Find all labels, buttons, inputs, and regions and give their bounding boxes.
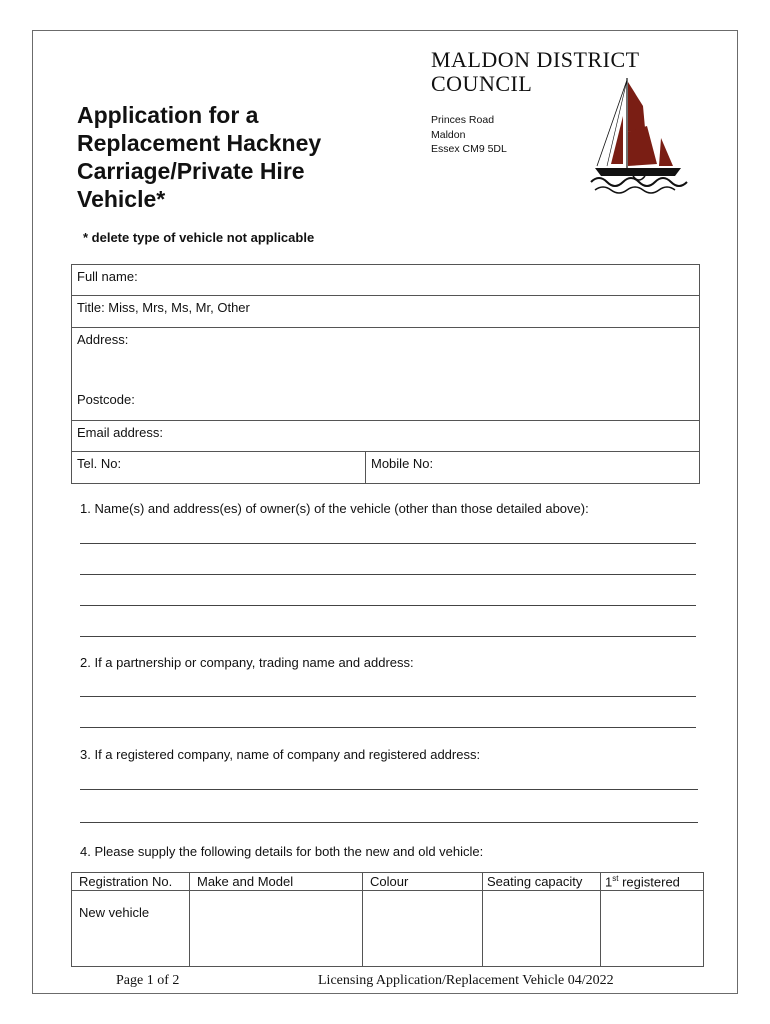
answer-line[interactable]: [80, 574, 696, 575]
col-seating-capacity: Seating capacity: [483, 873, 601, 891]
tel-label: Tel. No:: [77, 456, 122, 471]
question-4: 4. Please supply the following details for both the new and old vehicle:: [80, 844, 484, 859]
title-line-4: Vehicle*: [77, 186, 166, 212]
answer-line[interactable]: [80, 696, 696, 697]
address-line-2: Maldon: [431, 128, 466, 141]
question-2: 2. If a partnership or company, trading name and address:: [80, 655, 414, 670]
answer-line[interactable]: [80, 636, 696, 637]
answer-line[interactable]: [80, 727, 696, 728]
question-1: 1. Name(s) and address(es) of owner(s) of the vehicle (other than those detailed above):: [80, 501, 589, 516]
new-vehicle-make-model-cell[interactable]: [190, 891, 363, 967]
council-header: [430, 46, 692, 201]
tel-field[interactable]: [72, 452, 366, 484]
answer-line[interactable]: [80, 822, 698, 823]
council-name-line-1: MALDON DISTRICT: [431, 47, 640, 72]
address-line-1: Princes Road: [431, 114, 495, 126]
new-vehicle-seating-cell[interactable]: [483, 891, 601, 967]
email-label: Email address:: [77, 425, 163, 440]
address-line-3: Essex CM9 5DL: [431, 143, 507, 155]
first-registered-label: registered: [622, 874, 680, 890]
title-label: Title: Miss, Mrs, Ms, Mr, Other: [77, 300, 250, 315]
col-colour: Colour: [363, 873, 483, 891]
vehicle-details-table: [71, 872, 704, 967]
title-field[interactable]: [72, 296, 700, 328]
sailing-barge-logo-icon: [587, 76, 691, 198]
new-vehicle-label-cell: [72, 891, 190, 967]
title-line-1: Application for a: [77, 102, 259, 128]
council-name-line-2: COUNCIL: [431, 71, 533, 96]
col-first-registered: [601, 873, 704, 891]
question-3: 3. If a registered company, name of company and registered address:: [80, 747, 481, 762]
mobile-label: Mobile No:: [371, 456, 434, 471]
email-field[interactable]: [72, 421, 700, 452]
new-vehicle-colour-cell[interactable]: [363, 891, 483, 967]
address-label: Address:: [77, 332, 129, 347]
full-name-field[interactable]: [72, 265, 700, 296]
vehicle-type-note: * delete type of vehicle not applicable: [83, 230, 315, 245]
page-title: [77, 101, 407, 213]
new-vehicle-first-registered-cell[interactable]: [601, 891, 704, 967]
new-vehicle-label: New vehicle: [79, 905, 150, 921]
title-line-3: Carriage/Private Hire: [77, 158, 305, 184]
full-name-label: Full name:: [77, 269, 138, 284]
applicant-details-table: [71, 264, 700, 484]
first-registered-ordinal: st: [612, 874, 619, 883]
mobile-field[interactable]: [366, 452, 700, 484]
col-make-model: Make and Model: [190, 873, 363, 891]
col-registration-no: Registration No.: [72, 873, 190, 891]
council-address: [431, 113, 507, 157]
page-number: Page 1 of 2: [116, 973, 180, 988]
answer-line[interactable]: [80, 789, 698, 790]
first-registered-number: 1: [605, 874, 613, 890]
title-line-2: Replacement Hackney: [77, 130, 322, 156]
postcode-label: Postcode:: [77, 392, 135, 407]
answer-line[interactable]: [80, 543, 696, 544]
answer-line[interactable]: [80, 605, 696, 606]
address-field[interactable]: [72, 328, 700, 421]
form-reference: Licensing Application/Replacement Vehicle 04/2022: [318, 973, 614, 988]
